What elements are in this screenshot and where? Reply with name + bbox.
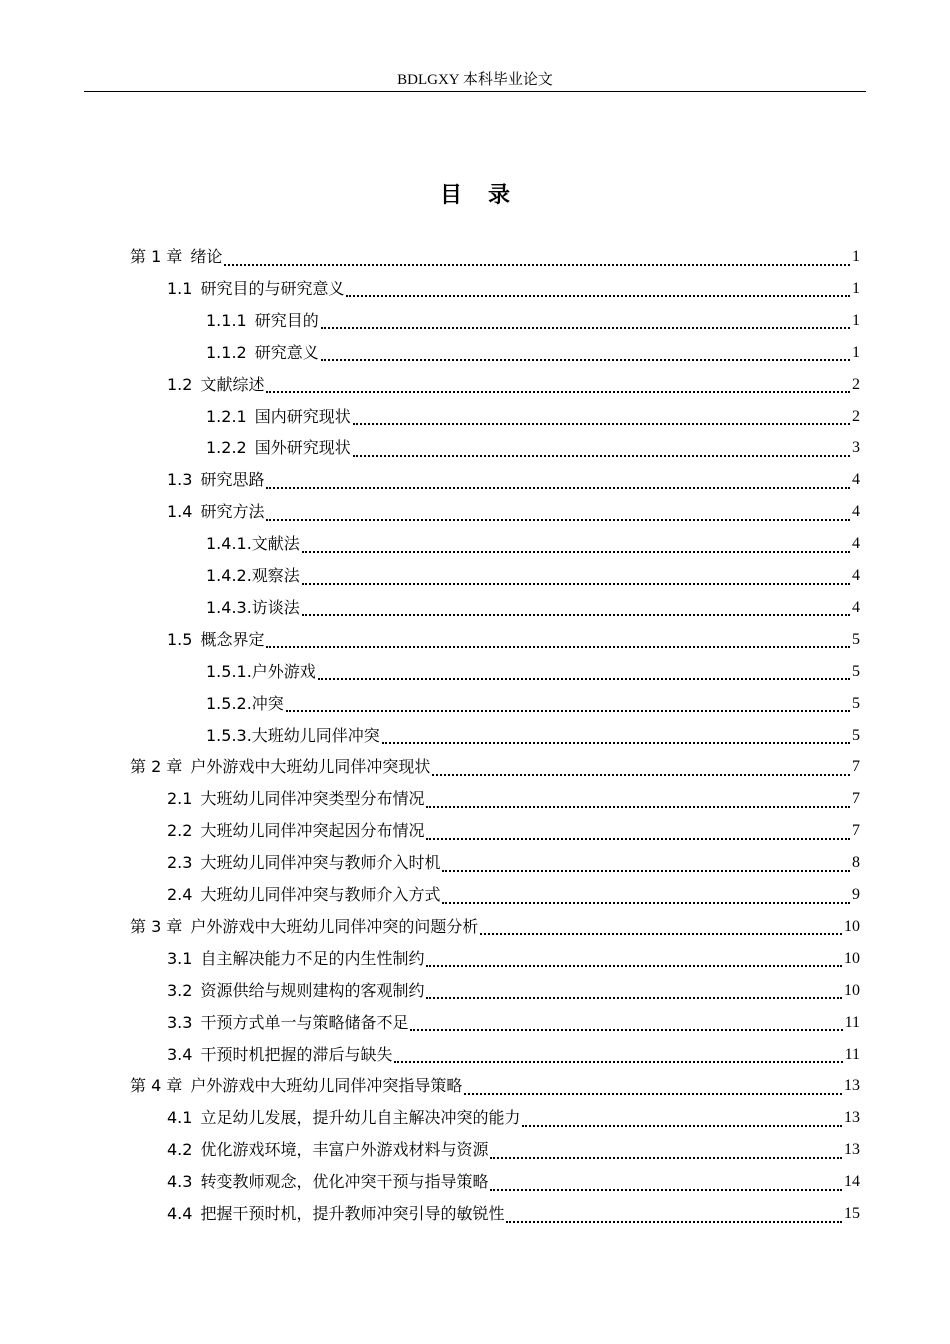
- toc-entry-label: [167, 1199, 504, 1229]
- dot-leader: [321, 326, 850, 329]
- toc-entry[interactable]: [167, 944, 860, 974]
- toc-entry-page: 1: [852, 248, 860, 265]
- toc-entry-page: 4: [852, 471, 860, 489]
- dot-leader: [432, 773, 850, 776]
- toc-entry-page: 10: [844, 981, 860, 999]
- toc-entry-label: [130, 242, 222, 272]
- toc-entry-number: 1.1.1: [206, 310, 247, 330]
- dot-leader: [410, 1028, 842, 1031]
- toc-entry-text: 研究方法: [200, 502, 265, 522]
- dot-leader: [506, 1220, 842, 1223]
- toc-entry-page: 1: [852, 311, 860, 329]
- toc-entry[interactable]: [167, 976, 860, 1006]
- toc-entry-page: 15: [844, 1205, 860, 1222]
- toc-entry-number: 3.1: [167, 948, 193, 968]
- dot-leader: [224, 263, 850, 266]
- toc-entry-page: 2: [852, 375, 860, 393]
- toc-entry-label: [206, 306, 319, 336]
- toc-entry-number: 2.4: [167, 885, 193, 904]
- toc-entry[interactable]: [167, 1103, 860, 1133]
- toc-entry-text: 文献综述: [200, 374, 265, 394]
- toc-entry-number: 4.2: [167, 1140, 193, 1160]
- toc-entry-text: 把握干预时机，提升教师冲突引导的敏锐性: [200, 1204, 505, 1223]
- toc-entry-label: [167, 944, 424, 974]
- dot-leader: [266, 518, 850, 521]
- toc-entry-number: 1.2.1: [206, 406, 247, 426]
- toc-entry-number: 1.1.2: [206, 342, 247, 362]
- toc-entry-page: 13: [844, 1077, 860, 1095]
- toc-entry-number: 3.3: [167, 1012, 193, 1032]
- toc-entry-page: 3: [852, 439, 860, 457]
- toc-entry-text: 立足幼儿发展，提升幼儿自主解决冲突的能力: [200, 1108, 521, 1128]
- toc-entry-number: 1.2.2: [206, 438, 247, 458]
- dot-leader: [522, 1124, 842, 1127]
- toc-entry-number: 第 3 章: [130, 916, 183, 936]
- toc-entry-label: [167, 784, 424, 814]
- dot-leader: [490, 1156, 842, 1159]
- dot-leader: [353, 422, 850, 425]
- toc-entry-text: 干预方式单一与策略储备不足: [200, 1012, 409, 1032]
- toc-entry-text: 转变教师观念，优化冲突干预与指导策略: [200, 1172, 489, 1192]
- toc-entry[interactable]: [167, 625, 860, 655]
- toc-entry-page: 8: [852, 854, 860, 872]
- toc-entry[interactable]: [130, 912, 860, 942]
- toc-entry-page: 9: [852, 886, 860, 903]
- toc-entry-text: 大班幼儿同伴冲突起因分布情况: [200, 821, 425, 841]
- toc-entry-label: [206, 561, 300, 591]
- header-rule: [84, 91, 866, 92]
- toc-entry-text: 大班幼儿同伴冲突类型分布情况: [200, 789, 425, 809]
- toc-entry[interactable]: [206, 306, 860, 336]
- dot-leader: [426, 805, 850, 808]
- dot-leader: [266, 486, 850, 489]
- toc-entry-number: 2.2: [167, 821, 193, 841]
- dot-leader: [346, 294, 850, 297]
- toc-entry-label: [206, 721, 380, 751]
- toc-entry-page: 4: [852, 503, 860, 521]
- toc-entry-label: [130, 912, 478, 942]
- toc-entry-number: 2.3: [167, 853, 193, 873]
- toc-entry-number: 1.5: [167, 629, 193, 649]
- toc-entry-text: 户外游戏中大班幼儿同伴冲突的问题分析: [190, 916, 479, 936]
- dot-leader: [286, 709, 850, 712]
- toc-entry-page: 7: [852, 758, 860, 776]
- toc-entry-number: 3.2: [167, 980, 193, 1000]
- toc-entry-number: 1.2: [167, 374, 193, 394]
- toc-entry[interactable]: [130, 752, 860, 782]
- toc-entry-label: [167, 625, 264, 655]
- toc-entry-text: 1.5.1.户外游戏: [206, 661, 316, 681]
- toc-entry-label: [206, 593, 300, 623]
- toc-entry-page: 5: [852, 662, 860, 680]
- toc-entry[interactable]: [130, 1071, 860, 1101]
- dot-leader: [318, 677, 850, 680]
- toc-entry[interactable]: [206, 593, 860, 623]
- toc-entry-number: 3.4: [167, 1044, 193, 1064]
- toc-entry-label: [206, 689, 284, 719]
- toc-entry-label: [130, 1071, 462, 1101]
- toc-entry-text: 资源供给与规则建构的客观制约: [200, 980, 425, 1000]
- toc-entry-number: 1.3: [167, 470, 193, 490]
- toc-entry[interactable]: [130, 242, 860, 272]
- toc-entry[interactable]: [206, 529, 860, 559]
- toc-entry-label: [130, 752, 430, 782]
- toc-entry-page: 5: [852, 726, 860, 744]
- toc-entry-text: 1.4.3.访谈法: [206, 597, 300, 617]
- dot-leader: [302, 550, 850, 553]
- toc-entry[interactable]: [206, 657, 860, 687]
- toc-entry[interactable]: [206, 338, 860, 368]
- toc-entry[interactable]: [167, 465, 860, 495]
- toc-entry-label: [167, 274, 344, 304]
- dot-leader: [442, 869, 850, 872]
- toc-entry-number: 4.3: [167, 1172, 193, 1192]
- toc-entry[interactable]: [167, 1167, 860, 1197]
- dot-leader: [353, 454, 850, 457]
- toc-entry-page: 10: [844, 949, 860, 967]
- toc-entry-page: 11: [844, 1013, 860, 1031]
- toc-entry-page: 13: [844, 1109, 860, 1127]
- toc-entry[interactable]: [167, 848, 860, 878]
- toc-entry-text: 研究目的: [254, 310, 319, 330]
- dot-leader: [426, 996, 842, 999]
- toc-entry-label: [206, 338, 319, 368]
- dot-leader: [426, 837, 850, 840]
- dot-leader: [464, 1092, 842, 1095]
- toc-entry[interactable]: [167, 1040, 860, 1070]
- toc-entry-text: 大班幼儿同伴冲突与教师介入时机: [200, 853, 441, 873]
- toc-entry-text: 国内研究现状: [254, 406, 351, 426]
- toc-entry-text: 1.5.2.冲突: [206, 693, 284, 713]
- toc-entry-page: 1: [852, 343, 860, 361]
- toc-entry-label: [167, 1103, 520, 1133]
- toc-entry-page: 4: [852, 567, 860, 584]
- toc-entry-number: 4.4: [167, 1204, 193, 1223]
- toc-entry-text: 自主解决能力不足的内生性制约: [200, 948, 425, 968]
- toc-entry-label: [167, 1040, 392, 1070]
- toc-entry[interactable]: [167, 880, 860, 910]
- toc-entry[interactable]: [167, 784, 860, 814]
- toc-entry-label: [167, 465, 264, 495]
- toc-entry-label: [206, 433, 351, 463]
- toc-entry-text: 户外游戏中大班幼儿同伴冲突现状: [190, 757, 431, 777]
- toc-entry-page: 14: [844, 1173, 860, 1191]
- toc-entry[interactable]: [167, 1135, 860, 1165]
- toc-entry-text: 绪论: [190, 247, 223, 266]
- toc-entry-number: 第 2 章: [130, 757, 183, 777]
- toc-entry-number: 1.4: [167, 502, 193, 522]
- toc-entry[interactable]: [206, 402, 860, 432]
- toc-entry[interactable]: [206, 561, 860, 591]
- toc-entry-number: 2.1: [167, 789, 193, 809]
- toc-entry-text: 研究意义: [254, 342, 319, 362]
- toc-entry[interactable]: [206, 433, 860, 463]
- toc-entry-label: [167, 1135, 488, 1165]
- dot-leader: [490, 1188, 842, 1191]
- toc-entry[interactable]: [167, 370, 860, 400]
- toc-entry-page: 13: [844, 1141, 860, 1159]
- toc-entry-label: [167, 370, 264, 400]
- toc-entry-page: 11: [844, 1045, 860, 1063]
- dot-leader: [394, 1060, 842, 1063]
- toc-entry-text: 国外研究现状: [254, 438, 351, 458]
- toc-entry-text: 户外游戏中大班幼儿同伴冲突指导策略: [190, 1076, 463, 1096]
- toc-entry-label: [206, 529, 300, 559]
- toc-entry-label: [167, 880, 440, 910]
- toc-entry-label: [206, 657, 316, 687]
- toc-entry-text: 1.4.1.文献法: [206, 534, 300, 554]
- toc-entry-page: 7: [852, 790, 860, 808]
- dot-leader: [426, 964, 842, 967]
- toc-entry-number: 4.1: [167, 1108, 193, 1128]
- page-header: BDLGXY 本科毕业论文: [397, 72, 553, 88]
- dot-leader: [302, 582, 850, 585]
- toc-entry-text: 研究思路: [200, 470, 265, 490]
- toc-entry[interactable]: [206, 721, 860, 751]
- toc-entry-label: [167, 816, 424, 846]
- toc-entry[interactable]: [167, 816, 860, 846]
- dot-leader: [266, 390, 850, 393]
- toc-entry-text: 1.5.3.大班幼儿同伴冲突: [206, 725, 380, 745]
- dot-leader: [321, 358, 850, 361]
- toc-entry-text: 概念界定: [200, 629, 265, 649]
- toc-entry-page: 4: [852, 598, 860, 616]
- toc-entry[interactable]: [167, 274, 860, 304]
- toc-entry-label: [167, 976, 424, 1006]
- toc-entry[interactable]: [167, 1199, 860, 1229]
- toc-entry-text: 优化游戏环境，丰富户外游戏材料与资源: [200, 1140, 489, 1160]
- toc-entry-label: [167, 497, 264, 527]
- toc-entry-page: 7: [852, 822, 860, 840]
- toc-entry-text: 大班幼儿同伴冲突与教师介入方式: [200, 885, 441, 904]
- toc-entry[interactable]: [206, 689, 860, 719]
- dot-leader: [266, 645, 850, 648]
- page-title: 目录: [439, 183, 536, 208]
- toc-entry-label: [167, 1167, 488, 1197]
- toc-entry-number: 1.1: [167, 278, 193, 298]
- toc-entry-label: [167, 848, 440, 878]
- toc-entry-text: 研究目的与研究意义: [200, 278, 345, 298]
- toc-entry-text: 干预时机把握的滞后与缺失: [200, 1044, 393, 1064]
- dot-leader: [442, 901, 850, 904]
- toc-entry-label: [167, 1008, 408, 1038]
- toc-entry-page: 5: [852, 694, 860, 712]
- dot-leader: [480, 932, 842, 935]
- toc-entry-page: 10: [844, 917, 860, 935]
- toc-entry-text: 1.4.2.观察法: [206, 566, 300, 585]
- dot-leader: [302, 613, 850, 616]
- toc-entry-page: 1: [852, 279, 860, 297]
- toc-entry-number: 第 1 章: [130, 247, 183, 266]
- toc-entry-label: [206, 402, 351, 432]
- toc-entry-number: 第 4 章: [130, 1076, 183, 1096]
- toc-entry-page: 2: [852, 407, 860, 425]
- toc-entry[interactable]: [167, 497, 860, 527]
- toc-entry-page: 4: [852, 535, 860, 553]
- toc-entry[interactable]: [167, 1008, 860, 1038]
- toc-entry-page: 5: [852, 630, 860, 648]
- dot-leader: [382, 741, 850, 744]
